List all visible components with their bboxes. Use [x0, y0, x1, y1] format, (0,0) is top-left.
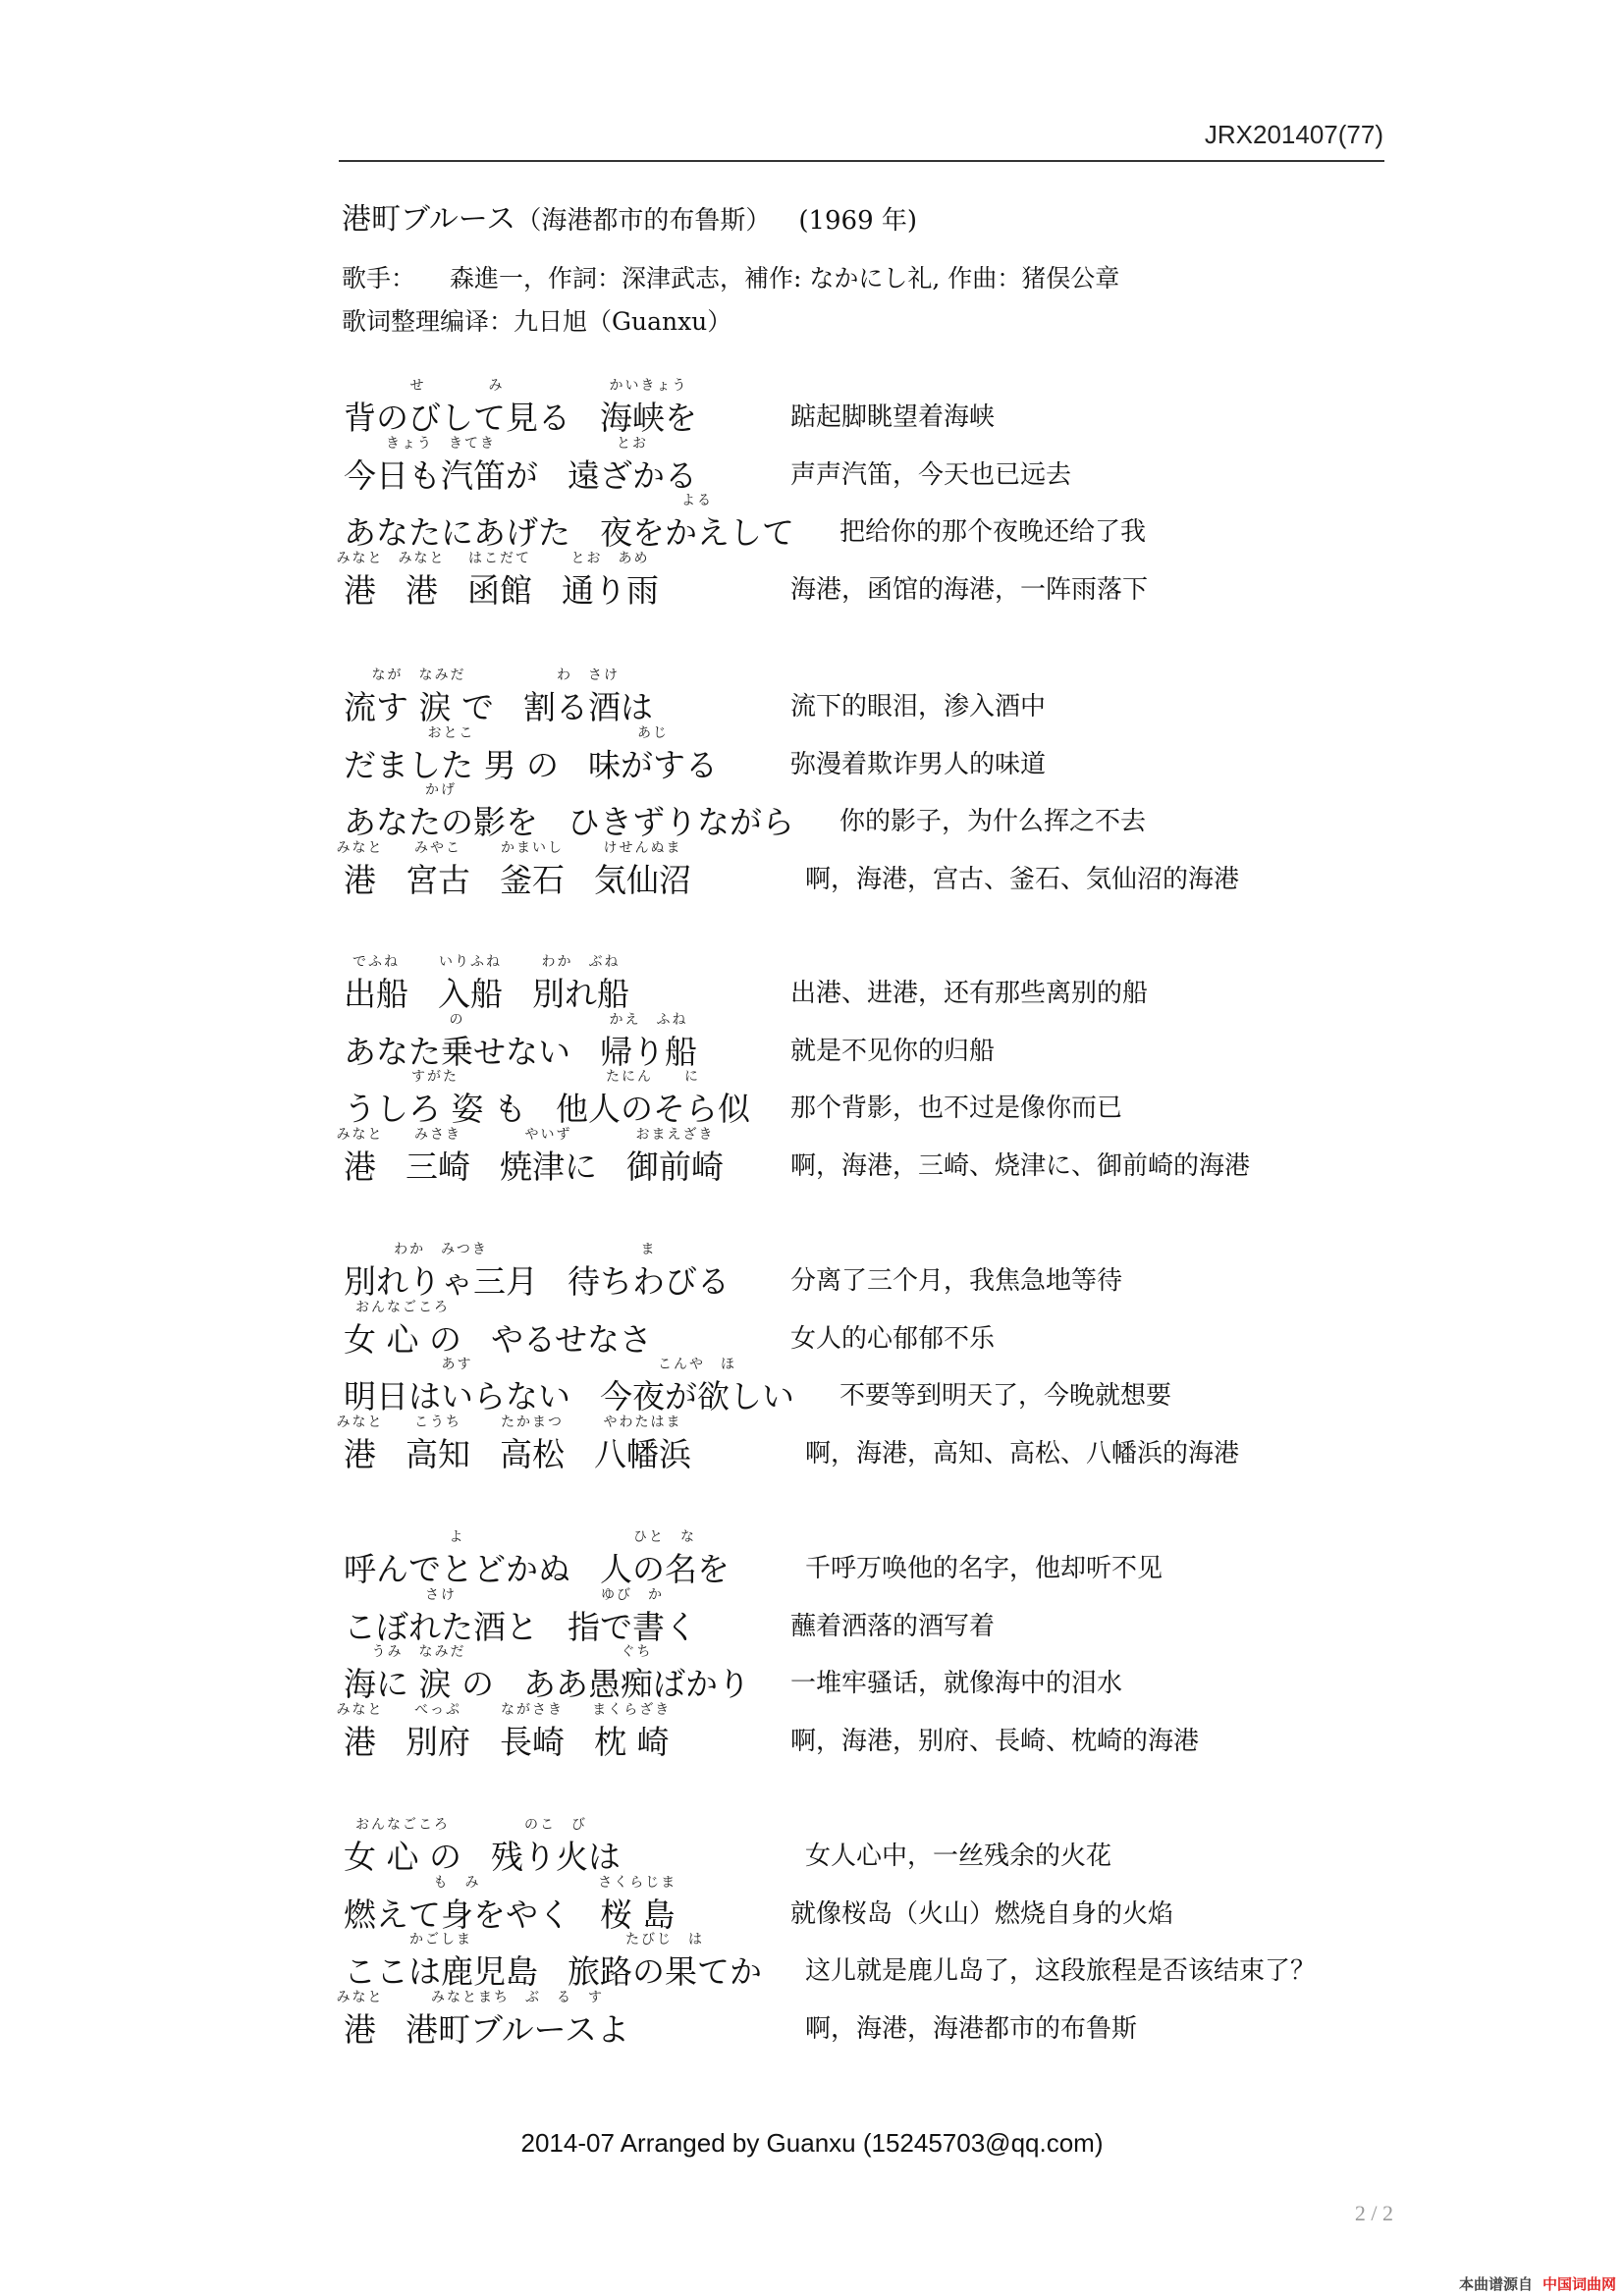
furigana: あじ [636, 724, 669, 741]
lyric-phrase [344, 782, 538, 841]
lyric-phrase [568, 1587, 697, 1646]
japanese-lyric [344, 1012, 727, 1071]
lyric-phrase [398, 550, 446, 610]
lyric-phrase-text: 枕 崎 [594, 1722, 670, 1761]
lyric-phrase-text: 港町ブルースよ [406, 2009, 630, 2049]
japanese-lyric [336, 1989, 659, 2049]
furigana: よる [681, 493, 713, 508]
lyric-phrase-text: 別れ船 [532, 975, 629, 1013]
lyric-phrase-text: ここは鹿児島 [344, 1952, 538, 1991]
lyric-phrase-text: 出船 [344, 975, 408, 1013]
furigana: よ [449, 1529, 465, 1545]
furigana: みなと [336, 1414, 384, 1430]
furigana: ながさき [501, 1701, 564, 1718]
lyric-phrase-text: 明日はいらない [344, 1377, 570, 1415]
lyric-phrase-text: 通り雨 [562, 570, 659, 610]
furigana: ぐち [621, 1644, 653, 1660]
japanese-lyric [344, 1644, 780, 1703]
japanese-lyric [344, 1817, 650, 1876]
chinese-translation: 就是不见你的归船 [790, 1036, 996, 1066]
furigana: おまえざき [635, 1126, 715, 1143]
furigana: かえ ふね [609, 1011, 688, 1028]
furigana: みなと [336, 839, 384, 856]
furigana: やいず [524, 1126, 572, 1143]
lyric-phrase [491, 1300, 652, 1359]
verse-2-line-3 [0, 782, 1624, 841]
lyric-phrase [594, 840, 691, 899]
furigana: たびじ は [625, 1932, 704, 1948]
furigana: さくらじま [598, 1874, 677, 1891]
lyric-phrase-text: 長崎 [500, 1722, 565, 1761]
lyric-phrase-text: 今夜が欲しい [600, 1377, 794, 1415]
lyric-phrase-text: 割る酒は [522, 688, 653, 726]
lyric-phrase [600, 1529, 730, 1588]
lyric-phrase [594, 1702, 670, 1761]
lyric-phrase-text: 海に 涙 の [344, 1665, 494, 1703]
chinese-translation: 啊，海港，高知、高松、八幡浜的海港 [805, 1438, 1240, 1468]
japanese-lyric [344, 1242, 759, 1301]
furigana: みなとまち ぶ る す [431, 1989, 605, 2005]
lyric-phrase-text: 高松 [500, 1434, 565, 1473]
chinese-translation: 啊，海港，三崎、烧津に、御前崎的海港 [790, 1150, 1251, 1181]
lyric-phrase [344, 1587, 538, 1646]
japanese-lyric [344, 436, 727, 495]
chinese-translation: 就像桜岛（火山）燃烧自身的火焰 [790, 1898, 1174, 1929]
lyric-phrase [344, 378, 570, 437]
furigana: たにん に [605, 1069, 700, 1085]
verse-1-line-4 [0, 551, 1624, 610]
furigana: やわたはま [603, 1414, 682, 1430]
lyric-phrase [594, 1415, 691, 1473]
lyric-phrase [344, 1357, 570, 1415]
furigana: いりふね [439, 954, 502, 970]
lyric-phrase [336, 550, 384, 610]
lyric-phrase [523, 667, 653, 726]
furigana: かいきょう [609, 378, 688, 394]
lyric-phrase-text: 燃えて身をやく [344, 1895, 570, 1934]
lyric-phrase [344, 1644, 494, 1703]
furigana: みなと [398, 550, 446, 566]
lyric-phrase-text: 指で書く [568, 1607, 697, 1646]
chinese-translation: 啊，海港，宫古、釜石、気仙沼的海港 [805, 864, 1240, 894]
lyric-phrase-text: 背のびして見る [344, 399, 570, 437]
lyric-phrase [336, 1701, 384, 1761]
lyric-phrase [344, 667, 494, 726]
furigana: みさき [414, 1126, 461, 1143]
japanese-lyric [344, 378, 727, 437]
chinese-translation: 啊，海港，海港都市的布鲁斯 [805, 2013, 1138, 2044]
verse-5-line-3 [0, 1644, 1624, 1703]
japanese-lyric [344, 667, 682, 726]
furigana: たかまつ [501, 1414, 564, 1430]
furigana: うみ なみだ [371, 1644, 466, 1660]
furigana: の [449, 1011, 465, 1028]
lyric-phrase-text: 今日も汽笛が [344, 455, 538, 495]
lyric-phrase-text: 港 [344, 2009, 376, 2049]
lyric-phrase [600, 493, 794, 552]
title-main: 港町ブルース [342, 202, 516, 237]
lyric-phrase [406, 1702, 470, 1761]
lyric-phrase-text: 人の名を [600, 1550, 730, 1588]
lyric-phrase-text: 別府 [406, 1722, 470, 1761]
lyric-phrase-text: 他人のそら似 [555, 1090, 750, 1128]
japanese-lyric [344, 1300, 681, 1359]
lyric-phrase-text: 釜石 [500, 860, 565, 899]
chinese-translation: 啊，海港，别府、長崎、枕崎的海港 [790, 1726, 1200, 1756]
chinese-translation: 声声汽笛，今天也已远去 [790, 459, 1072, 490]
lyric-phrase-text: 帰り船 [600, 1032, 697, 1071]
arranger-line: 歌词整理编译：九日旭（Guanxu） [342, 307, 732, 336]
verse-5-line-4 [0, 1702, 1624, 1761]
verse-4-line-2 [0, 1300, 1624, 1359]
furigana: も み [433, 1874, 481, 1891]
lyric-phrase-text: 待ちわびる [568, 1262, 730, 1301]
verse-1-line-3 [0, 493, 1624, 552]
lyric-phrase-text: あなたにあげた [344, 513, 570, 552]
lyric-phrase-text: 八幡浜 [594, 1434, 691, 1473]
verse-3-line-3 [0, 1069, 1624, 1128]
verse-1-line-1 [0, 378, 1624, 437]
title-year: (1969 年) [798, 206, 918, 236]
furigana: とお [617, 435, 648, 452]
furigana: せ み [409, 378, 505, 394]
lyric-phrase-text: あなた乗せない [344, 1032, 570, 1071]
lyric-phrase-text: 宮古 [406, 860, 470, 899]
singer-label: 歌手： [342, 264, 416, 293]
japanese-lyric [344, 725, 747, 784]
verse-6-line-3 [0, 1932, 1624, 1991]
lyric-phrase [406, 1415, 470, 1473]
document-id: JRX201407(77) [1204, 120, 1383, 149]
japanese-lyric [344, 1587, 727, 1646]
chinese-translation: 千呼万唤他的名字，他却听不见 [805, 1554, 1164, 1583]
lyric-phrase [438, 954, 503, 1013]
chinese-translation: 你的影子，为什么挥之不去 [839, 807, 1147, 836]
lyric-phrase [532, 954, 629, 1013]
lyric-phrase [406, 1990, 629, 2049]
lyric-phrase-text: 御前崎 [626, 1147, 724, 1186]
furigana: のこ び [523, 1817, 587, 1833]
lyric-phrase [568, 782, 794, 841]
chinese-translation: 流下的眼泪，渗入酒中 [790, 692, 1047, 721]
lyric-phrase [600, 378, 697, 437]
lyric-phrase [523, 1644, 750, 1703]
furigana: ま [640, 1242, 657, 1257]
lyric-phrase [344, 725, 559, 784]
chinese-translation: 海港，函馆的海港，一阵雨落下 [790, 574, 1149, 605]
furigana: すがた [410, 1069, 459, 1085]
furigana: わか みつき [394, 1242, 488, 1257]
verse-4-line-1 [0, 1242, 1624, 1301]
furigana: みなと [336, 550, 384, 566]
lyric-phrase-text: 夜をかえして [600, 513, 794, 552]
furigana: かまいし [501, 839, 564, 856]
lyric-phrase [406, 840, 470, 899]
furigana: なが なみだ [371, 667, 466, 683]
japanese-lyric [344, 954, 659, 1013]
credits-text: 森進一，作詞：深津武志，補作: なかにし礼, 作曲：猪俣公章 [450, 264, 1120, 293]
lyric-phrase [336, 839, 384, 899]
japanese-lyric [344, 1357, 824, 1415]
page-number: 2 / 2 [1354, 2201, 1393, 2225]
japanese-lyric [344, 1069, 780, 1128]
furigana: かげ [425, 782, 457, 798]
furigana: みなと [336, 1126, 384, 1143]
furigana: わか ぶね [541, 954, 621, 970]
lyric-phrase [344, 1932, 538, 1991]
lyric-phrase-text: 呼んでとどかぬ [344, 1550, 570, 1588]
lyric-phrase [336, 1989, 384, 2049]
lyric-phrase-text: 流す 涙 で [344, 688, 494, 726]
japanese-lyric [336, 550, 688, 610]
furigana: みやこ [414, 839, 461, 856]
title-subtitle: （海港都市的布鲁斯） [515, 206, 772, 236]
furigana: わ さけ [556, 667, 620, 683]
lyric-phrase [500, 1415, 565, 1473]
chinese-translation: 一堆牢骚话，就像海中的泪水 [790, 1669, 1123, 1698]
lyric-phrase [562, 551, 659, 610]
furigana: こんや ほ [658, 1357, 736, 1372]
furigana: べっぷ [414, 1701, 461, 1718]
song-title [342, 194, 917, 238]
lyric-phrase [500, 1127, 597, 1186]
lyric-phrase-text: 港 [344, 1434, 376, 1473]
japanese-lyric [344, 1529, 759, 1588]
lyric-phrase [600, 1357, 794, 1415]
lyric-phrase [556, 1069, 750, 1128]
lyric-phrase [344, 1242, 538, 1301]
lyric-phrase-text: 女 心 の [344, 1319, 461, 1359]
lyric-phrase [588, 725, 718, 784]
lyric-phrase-text: 港 [344, 570, 376, 610]
verse-3-line-2 [0, 1012, 1624, 1071]
lyric-phrase-text: 港 [406, 570, 438, 610]
lyric-phrase [344, 1875, 570, 1934]
lyric-phrase-text: 三崎 [406, 1147, 470, 1186]
lyric-phrase [600, 1875, 676, 1934]
lyric-phrase-text: 港 [344, 860, 376, 899]
verse-2-line-4 [0, 840, 1624, 899]
furigana: とお あめ [570, 550, 650, 566]
lyric-phrase-text: ああ愚痴ばかり [522, 1665, 750, 1703]
verse-4-line-4 [0, 1415, 1624, 1473]
furigana: こうち [414, 1414, 461, 1430]
lyric-phrase [568, 1242, 730, 1301]
verse-2-line-2 [0, 725, 1624, 784]
lyric-phrase [568, 1932, 762, 1991]
verse-5-line-1 [0, 1529, 1624, 1588]
verse-2-line-1 [0, 667, 1624, 726]
chinese-translation: 女人心中，一丝残余的火花 [805, 1842, 1112, 1871]
chinese-translation: 把给你的那个夜晚还给了我 [839, 517, 1147, 547]
verse-4-line-3 [0, 1357, 1624, 1415]
lyric-phrase [568, 436, 697, 495]
chinese-translation: 出港、进港，还有那些离别的船 [790, 979, 1149, 1008]
lyric-phrase [467, 551, 532, 610]
lyric-phrase-text: 女 心 の [344, 1838, 461, 1876]
lyric-phrase [344, 1529, 570, 1588]
furigana: きょう きてき [386, 435, 496, 452]
lyric-phrase-text: 港 [344, 1722, 376, 1761]
chinese-translation: 女人的心郁郁不乐 [790, 1323, 996, 1354]
lyric-phrase [344, 493, 570, 552]
lyric-phrase-text: 別れりゃ三月 [344, 1262, 538, 1301]
furigana: ひと な [633, 1529, 696, 1545]
lyric-phrase-text: 函館 [467, 570, 532, 610]
lyric-phrase [344, 1817, 461, 1876]
lyric-phrase-text: 残り火は [490, 1838, 621, 1876]
verse-6-line-2 [0, 1875, 1624, 1934]
furigana: ゆび か [601, 1586, 664, 1603]
japanese-lyric [344, 782, 824, 841]
chinese-translation: 那个背影，也不过是像你而已 [790, 1094, 1123, 1123]
furigana: かごしま [409, 1932, 472, 1948]
furigana: おんなごころ [354, 1817, 450, 1833]
lyric-phrase-text: だました 男 の [344, 745, 559, 784]
verse-3-line-4 [0, 1127, 1624, 1186]
japanese-lyric [344, 1875, 705, 1934]
lyric-phrase [336, 1126, 384, 1186]
japanese-lyric [344, 1932, 791, 1991]
lyric-phrase-text: 海峡を [600, 399, 697, 437]
furigana: あす [441, 1357, 473, 1372]
lyric-phrase-text: 遠ざかる [568, 455, 697, 495]
lyric-phrase-text: 気仙沼 [594, 860, 691, 899]
chinese-translation: 不要等到明天了，今晚就想要 [839, 1381, 1172, 1411]
watermark-source-label: 本曲谱源自 [1458, 2275, 1533, 2293]
furigana: おんなごころ [354, 1299, 450, 1315]
verse-5-line-2 [0, 1587, 1624, 1646]
furigana: でふね [352, 954, 400, 970]
lyric-phrase-text: 味がする [587, 745, 718, 784]
lyric-phrase-text: こぼれた酒と [344, 1607, 538, 1646]
chinese-translation: 踮起脚眺望着海峡 [790, 402, 996, 432]
header-divider [339, 160, 1384, 162]
chinese-translation: 分离了三个月，我焦急地等待 [790, 1266, 1123, 1296]
lyric-phrase [344, 1300, 461, 1359]
lyric-phrase [491, 1817, 621, 1876]
lyric-phrase [626, 1127, 724, 1186]
furigana: みなと [336, 1701, 384, 1718]
lyric-phrase-text: あなたの影を [344, 803, 538, 841]
chinese-translation: 弥漫着欺诈男人的味道 [790, 749, 1047, 779]
furigana: けせんぬま [603, 839, 682, 856]
lyric-phrase [344, 436, 538, 495]
lyric-phrase-text: 港 [344, 1147, 376, 1186]
lyric-phrase [500, 840, 565, 899]
lyric-phrase-text: 高知 [406, 1434, 470, 1473]
lyric-phrase-text: 旅路の果てか [568, 1952, 762, 1991]
verse-3-line-1 [0, 954, 1624, 1013]
furigana: みなと [336, 1989, 384, 2005]
lyric-phrase-text: 入船 [438, 975, 503, 1013]
verse-1-line-2 [0, 436, 1624, 495]
japanese-lyric [336, 839, 721, 899]
chinese-translation: 这儿就是鹿儿岛了，这段旅程是否该结束了？ [805, 1956, 1317, 1986]
furigana: おとこ [427, 724, 475, 741]
verse-6-line-4 [0, 1990, 1624, 2049]
japanese-lyric [336, 1701, 699, 1761]
lyric-phrase [406, 1127, 470, 1186]
japanese-lyric [344, 493, 824, 552]
lyric-phrase-text: 焼津に [500, 1147, 597, 1186]
credits-line [342, 259, 1119, 294]
footer-credit: 2014-07 Arranged by Guanxu (15245703@qq.com) [520, 2128, 1104, 2158]
lyric-phrase [344, 1069, 526, 1128]
japanese-lyric [336, 1414, 721, 1473]
source-watermark [1459, 2273, 1616, 2294]
furigana: はこだて [468, 550, 531, 566]
furigana: さけ [425, 1586, 457, 1603]
lyric-phrase-text: やるせなさ [490, 1319, 652, 1359]
lyric-phrase [600, 1012, 697, 1071]
lyric-phrase [344, 1012, 570, 1071]
lyric-phrase-text: 桜 島 [600, 1895, 676, 1934]
japanese-lyric [336, 1126, 753, 1186]
lyric-phrase [336, 1414, 384, 1473]
lyric-phrase [344, 954, 408, 1013]
verse-6-line-1 [0, 1817, 1624, 1876]
furigana: まくらざき [592, 1701, 672, 1718]
watermark-site-name: 中国词曲网 [1542, 2275, 1616, 2293]
lyric-phrase [500, 1702, 565, 1761]
lyric-phrase-text: ひきずりながら [568, 803, 794, 841]
chinese-translation: 蘸着洒落的酒写着 [790, 1611, 996, 1641]
lyric-phrase-text: うしろ 姿 も [344, 1090, 526, 1128]
